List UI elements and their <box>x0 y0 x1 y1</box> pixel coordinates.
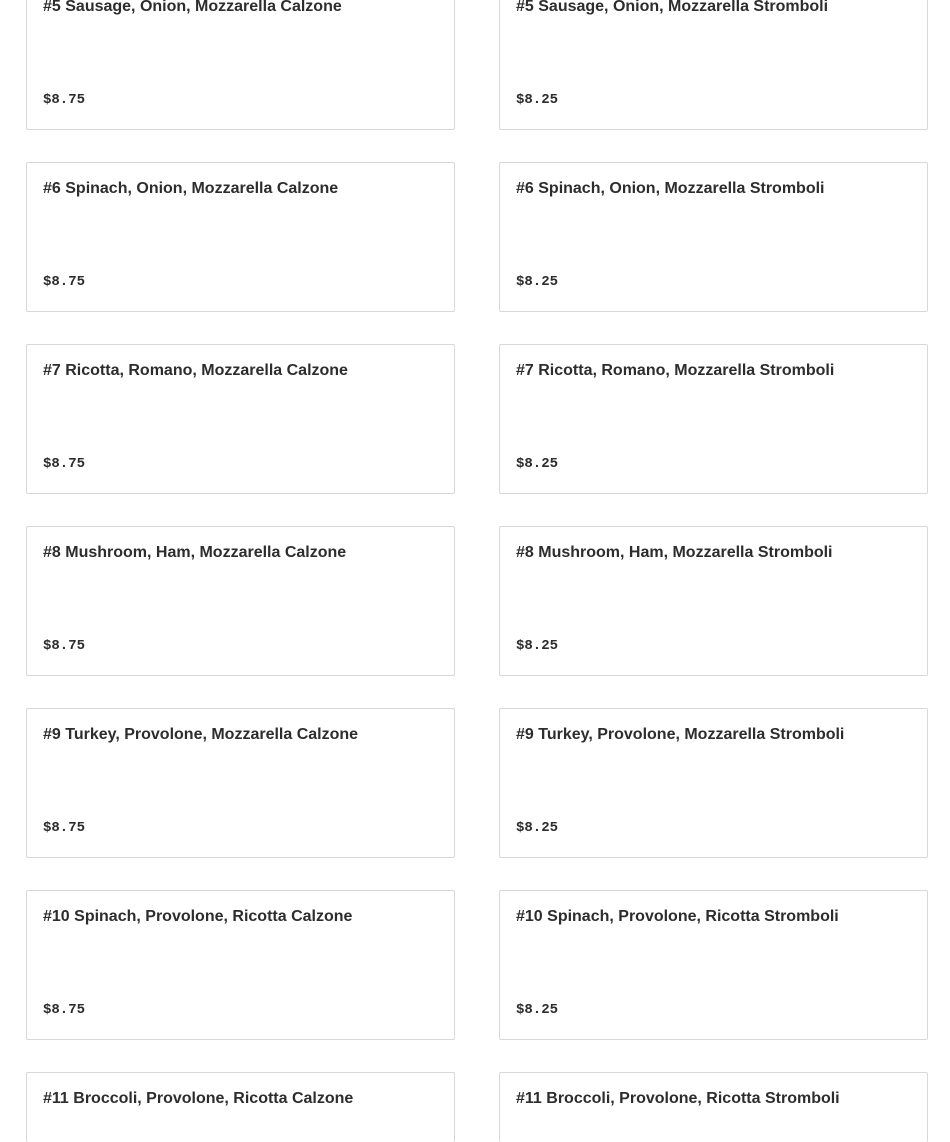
menu-item-card[interactable] <box>26 162 455 312</box>
menu-item-price: $8.75 <box>43 92 86 108</box>
menu-item-card[interactable] <box>499 0 928 130</box>
menu-item-name: #7 Ricotta, Romano, Mozzarella Calzone <box>43 362 348 379</box>
menu-item-name: #9 Turkey, Provolone, Mozzarella Calzone <box>43 726 359 743</box>
menu-item-name: #9 Turkey, Provolone, Mozzarella Stromboli <box>516 726 845 743</box>
menu-item-name: #8 Mushroom, Ham, Mozzarella Calzone <box>43 544 347 561</box>
menu-item-card[interactable] <box>26 0 455 130</box>
menu-item-card[interactable] <box>26 1072 455 1142</box>
menu-item-card[interactable] <box>499 1072 928 1142</box>
menu-item-price: $8.25 <box>516 820 559 836</box>
menu-item-card[interactable] <box>26 890 455 1040</box>
menu-item-card[interactable] <box>26 344 455 494</box>
menu-item-price: $8.75 <box>43 1002 86 1018</box>
menu-item-name: #10 Spinach, Provolone, Ricotta Stromboli <box>516 908 839 925</box>
menu-item-price: $8.25 <box>516 274 559 290</box>
menu-item-price: $8.75 <box>43 638 86 654</box>
menu-item-card[interactable] <box>499 162 928 312</box>
menu-item-name: #5 Sausage, Onion, Mozzarella Stromboli <box>516 0 829 15</box>
menu-item-name: #6 Spinach, Onion, Mozzarella Calzone <box>43 180 339 197</box>
menu-item-card[interactable] <box>26 526 455 676</box>
menu-item-card[interactable] <box>499 890 928 1040</box>
menu-item-name: #10 Spinach, Provolone, Ricotta Calzone <box>43 908 353 925</box>
menu-item-price: $8.75 <box>43 456 86 472</box>
menu-item-card[interactable] <box>26 708 455 858</box>
menu-item-price: $8.25 <box>516 92 559 108</box>
menu-item-name: #7 Ricotta, Romano, Mozzarella Stromboli <box>516 362 835 379</box>
menu-item-name: #11 Broccoli, Provolone, Ricotta Stromboli <box>516 1090 840 1107</box>
menu-item-name: #5 Sausage, Onion, Mozzarella Calzone <box>43 0 342 15</box>
menu-item-price: $8.25 <box>516 1002 559 1018</box>
menu-item-name: #6 Spinach, Onion, Mozzarella Stromboli <box>516 180 825 197</box>
menu-item-card[interactable] <box>499 708 928 858</box>
menu-item-name: #8 Mushroom, Ham, Mozzarella Stromboli <box>516 544 833 561</box>
menu-item-price: $8.75 <box>43 820 86 836</box>
menu-item-card[interactable] <box>499 344 928 494</box>
menu-item-price: $8.75 <box>43 274 86 290</box>
menu-item-name: #11 Broccoli, Provolone, Ricotta Calzone <box>43 1090 354 1107</box>
menu-item-price: $8.25 <box>516 456 559 472</box>
menu-item-price: $8.25 <box>516 638 559 654</box>
menu-item-card[interactable] <box>499 526 928 676</box>
